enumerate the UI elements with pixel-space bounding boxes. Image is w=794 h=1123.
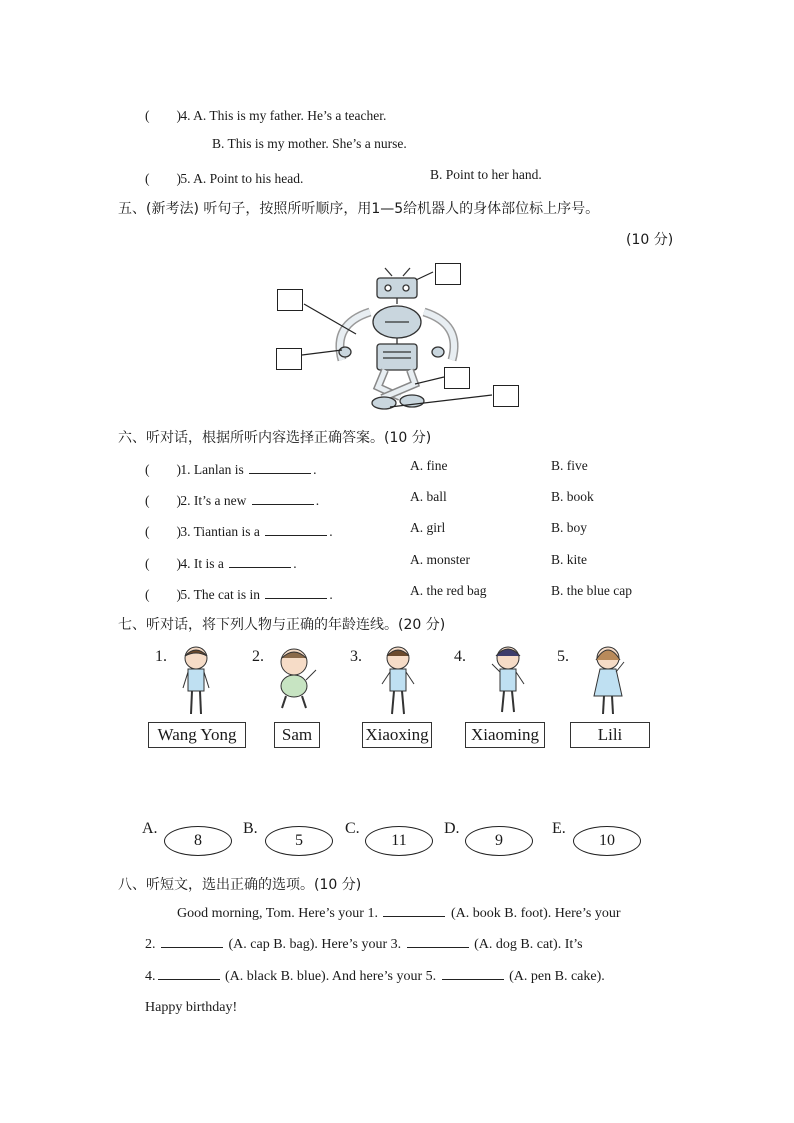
- q4-row: [145, 104, 386, 124]
- age-letter: B.: [243, 820, 258, 837]
- option-a: A. the red bag: [410, 583, 487, 598]
- answer-paren[interactable]: ( ): [145, 587, 181, 602]
- passage-text: (A. dog B. cat). It’s: [474, 937, 583, 952]
- passage-text: 4.: [145, 969, 156, 984]
- passage-text: (A. book B. foot). Here’s your: [450, 906, 621, 921]
- age-ellipse[interactable]: 11: [365, 826, 433, 856]
- age-letter: A.: [142, 820, 158, 837]
- age-ellipse[interactable]: 9: [465, 826, 533, 856]
- section-6-title: 六、听对话，根据所听内容选择正确答案。(10 分): [118, 430, 432, 446]
- option-b: B. five: [551, 458, 588, 473]
- question-stem: 3. Tiantian is a: [180, 524, 260, 539]
- passage-text: (A. pen B. cake).: [509, 969, 605, 984]
- q5-row: [145, 167, 303, 187]
- option-b: B. kite: [551, 552, 587, 567]
- answer-paren[interactable]: ( ): [145, 462, 181, 477]
- sec6-question: [145, 458, 317, 478]
- passage-text: Good morning, Tom. Here’s your 1.: [177, 906, 378, 921]
- passage-line-1: [145, 898, 675, 929]
- person-number: 2.: [252, 648, 264, 665]
- child-figure-4: [486, 644, 530, 716]
- sec6-question: [145, 489, 319, 509]
- sec6-question: [145, 552, 297, 572]
- answer-paren[interactable]: ( ): [145, 108, 181, 123]
- age-letter: C.: [345, 820, 360, 837]
- answer-box-hand[interactable]: [276, 348, 302, 370]
- child-figure-1: [176, 644, 216, 718]
- passage-line-2: [145, 929, 675, 960]
- question-stem: 2. It’s a new: [180, 493, 247, 508]
- name-box[interactable]: Xiaoxing: [362, 722, 432, 748]
- age-ellipse[interactable]: 10: [573, 826, 641, 856]
- name-box[interactable]: Xiaoming: [465, 722, 545, 748]
- section-7-title: 七、听对话，将下列人物与正确的年龄连线。(20 分): [118, 617, 446, 633]
- answer-paren[interactable]: ( ): [145, 524, 181, 539]
- question-end: .: [293, 556, 297, 571]
- question-stem: 5. The cat is in: [180, 587, 260, 602]
- option-b: B. boy: [551, 520, 588, 535]
- answer-blank-2[interactable]: [161, 936, 223, 948]
- answer-paren[interactable]: ( ): [145, 171, 181, 186]
- section-8-title: 八、听短文，选出正确的选项。(10 分): [118, 877, 362, 893]
- answer-paren[interactable]: ( ): [145, 556, 181, 571]
- age-letter: D.: [444, 820, 460, 837]
- answer-blank-3[interactable]: [407, 936, 469, 948]
- passage-text: 2.: [145, 937, 156, 952]
- passage-text: (A. black B. blue). And here’s your 5.: [225, 969, 437, 984]
- answer-blank-4[interactable]: [158, 968, 220, 980]
- child-figure-3: [376, 644, 420, 718]
- answer-box-foot[interactable]: [493, 385, 519, 407]
- name-box[interactable]: Wang Yong: [148, 722, 246, 748]
- option-b: B. the blue cap: [551, 583, 632, 598]
- person-number: 4.: [454, 648, 466, 665]
- question-end: .: [329, 587, 333, 602]
- question-end: .: [329, 524, 333, 539]
- passage-line-3: [145, 961, 675, 992]
- section-5-title: 五、(新考法) 听句子，按照所听顺序，用1—5给机器人的身体部位标上序号。: [118, 201, 600, 217]
- answer-box-leg[interactable]: [444, 367, 470, 389]
- q5-option-a: 5. A. Point to his head.: [180, 171, 304, 186]
- person-number: 1.: [155, 648, 167, 665]
- answer-blank[interactable]: [265, 587, 327, 599]
- name-box[interactable]: Sam: [274, 722, 320, 748]
- child-figure-5: [588, 644, 632, 718]
- sec6-question: [145, 520, 333, 540]
- name-box[interactable]: Lili: [570, 722, 650, 748]
- q5-option-b: B. Point to her hand.: [430, 167, 542, 182]
- age-ellipse[interactable]: 5: [265, 826, 333, 856]
- answer-blank[interactable]: [252, 493, 314, 505]
- question-end: .: [313, 462, 317, 477]
- answer-blank-5[interactable]: [442, 968, 504, 980]
- robot-figure: [270, 262, 530, 414]
- person-number: 5.: [557, 648, 569, 665]
- person-number: 3.: [350, 648, 362, 665]
- answer-paren[interactable]: ( ): [145, 493, 181, 508]
- question-stem: 1. Lanlan is: [180, 462, 244, 477]
- child-figure-2: [272, 646, 322, 712]
- answer-blank[interactable]: [265, 524, 327, 536]
- answer-blank[interactable]: [249, 462, 311, 474]
- answer-blank[interactable]: [229, 556, 291, 568]
- q4-option-b: B. This is my mother. She’s a nurse.: [212, 136, 407, 151]
- sec6-question: [145, 583, 333, 603]
- answer-blank-1[interactable]: [383, 905, 445, 917]
- question-end: .: [315, 493, 320, 508]
- option-a: A. girl: [410, 520, 446, 535]
- age-ellipse[interactable]: 8: [164, 826, 232, 856]
- answer-box-antenna[interactable]: [435, 263, 461, 285]
- section-5-score: (10 分): [626, 232, 674, 248]
- q4-option-a: 4. A. This is my father. He’s a teacher.: [180, 108, 387, 123]
- age-letter: E.: [552, 820, 566, 837]
- option-a: A. ball: [410, 489, 447, 504]
- passage-line-4: Happy birthday!: [145, 1000, 238, 1015]
- robot-illustration: [339, 268, 454, 409]
- passage-text: (A. cap B. bag). Here’s your 3.: [228, 937, 402, 952]
- question-stem: 4. It is a: [180, 556, 224, 571]
- answer-box-arm[interactable]: [277, 289, 303, 311]
- option-a: A. fine: [410, 458, 448, 473]
- option-a: A. monster: [410, 552, 470, 567]
- option-b: B. book: [551, 489, 594, 504]
